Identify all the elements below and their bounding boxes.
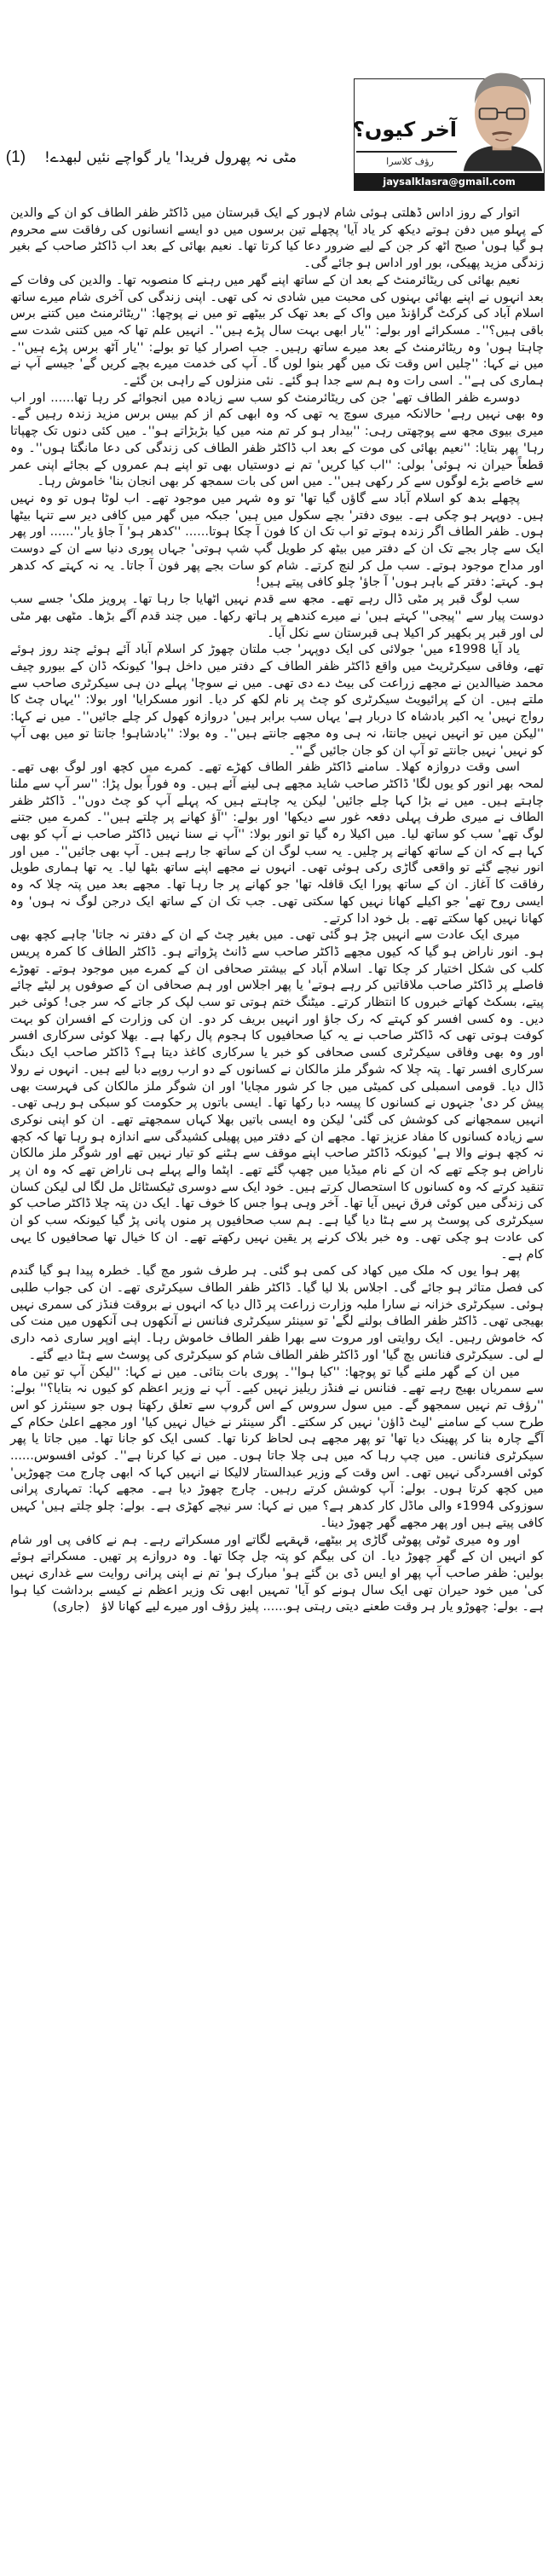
paragraph: نعیم بھائی کی ریٹائرمنٹ کے بعد ان کے ساتھ اپنے گھر میں رہنے کا منصوبہ تھا۔ والدین کی وفات کے بعد انہوں نے اپنے بھائی بہنوں کی محبت میں شادی نہ کی تھی۔ اپنی زندگی کی آخری شام میرے ساتھ اسلام آباد کی کرکٹ گراؤنڈ میں واک کے بعد تھک کر بیٹھے تو میں نے پوچھا: ''ریٹائرمنٹ میں کتنے برس باقی ہیں؟''۔ مسکرائے اور بولے: ''یار ابھی بہت سال پڑے ہیں''۔ انہیں علم تھا کہ میں کتنی شدت سے چاہتا ہوں' وہ ریٹائرمنٹ کے بعد میرے ساتھ رہیں۔ جب اصرار کیا تو بولے: ''یار آٹھ برس پڑے ہیں''۔ میں نے کہا: ''چلیں اس وقت تک میں گھر بنوا لوں گا۔ آپ کی خدمت میرے بچے کریں گے' جیسے آپ نے ہماری کی ہے''۔ اسی رات وہ ہم سے جدا ہو گئے۔ نئی منزلوں کے راہی بن گئے۔ xyxy=(10,272,544,389)
column-logo: آخر کیوں؟ xyxy=(352,118,457,142)
column-title xyxy=(5,143,297,172)
paragraph: پھر ہوا یوں کہ ملک میں کھاد کی کمی ہو گئی۔ ہر طرف شور مچ گیا۔ خطرہ پیدا ہو گیا گندم کی فصل متاثر ہو جائے گی۔ اجلاس بلا لیا گیا۔ ڈاکٹر ظفر الطاف سیکرٹری تھے۔ ان کی جواب طلبی ہوئی۔ سیکرٹری خزانہ نے سارا ملبہ وزارت زراعت پر ڈال دیا کہ انہوں نے بروقت فنڈز کی سمری نہیں بھیجی تھی۔ ڈاکٹر ظفر الطاف بولنے لگے' تو سینئر سیکرٹری فنانس نے آنکھوں ہی آنکھوں میں منت کی کہ خاموش رہیں۔ ایک روایتی اور مروت سے بھرا ظفر الطاف خاموش رہا۔ اپنے اوپر ساری ذمہ داری لے لی۔ سیکرٹری فنانس بچ گیا' اور ڈاکٹر ظفر الطاف شام کو سیکرٹری کی پوسٹ سے ہٹا دیے گئے۔ xyxy=(10,1263,544,1362)
column-title-text: مٹی نہ پھرول فریدا' یار گواچے نئیں لبھدے! xyxy=(44,149,297,166)
paragraph: پچھلے بدھ کو اسلام آباد سے گاؤں گیا تھا' تو وہ شہر میں موجود تھے۔ اب لوٹا ہوں تو وہ نہیں ہیں۔ دوپہر ہو چکی ہے۔ بیوی دفتر' بچے سکول میں ہیں' جبکہ میں گھر میں کافی دیر سے تنہا بیٹھا ہوں۔ ظفر الطاف اگر زندہ ہوتے تو اب تک ان کا فون آ چکا ہوتا...... ''کدھر ہو' آ جاؤ یار''...... اور پھر ایک سے چار بجے تک ان کے دفتر میں بیٹھ کر طویل گپ شپ ہوتی' جہاں پوری دنیا سے ان کے دوست اور مداح موجود ہوتے۔ سب مل کر لنچ کرتے۔ شام کو سات بجے پھر فون آ جاتا۔ یہ نہ کہتے کہ کدھر ہو۔ کہتے: دفتر کے باہر ہوں' آ جاؤ' چلو کافی پیتے ہیں! xyxy=(10,490,544,590)
author-name: رؤف کلاسرا xyxy=(386,156,434,167)
logo-divider xyxy=(356,151,457,153)
continued-label: (جاری) xyxy=(52,1599,90,1614)
paragraph-text: اور وہ میری ٹوٹی پھوٹی گاڑی پر بیٹھے، قہقہے لگاتے اور مسکراتے رہے۔ ہم نے کافی پی اور شام کو انہیں ان کے گھر چھوڑ دیا۔ ان کی بیگم کو پتہ چل چکا تھا۔ وہ دروازے پر تھیں۔ مسکراتے ہوئے بولیں: ظفر صاحب آپ پھر او ایس ڈی بن گئے ہو' مبارک ہو' تم نے اپنی پرانی روایت سے غداری نہیں کی' میں خود حیران تھی ایک سال ہونے کو آیا' تمہیں ابھی تک وزیر اعظم نے کیسے برداشت کیا ہوا ہے۔ بولے: چھوڑو یار ہر وقت طعنے دیتی رہتی ہو...... پلیز رؤف اور میرے لیے کھانا لاؤ xyxy=(10,1532,544,1614)
paragraph: اسی وقت دروازہ کھلا۔ سامنے ڈاکٹر ظفر الطاف کھڑے تھے۔ کمرے میں کچھ اور لوگ بھی تھے۔ لمحہ بھر انور کو یوں لگا' ڈاکٹر صاحب شاید مجھے ہی لینے آئے ہیں۔ وہ فوراً بول پڑا: ''سر آپ سے ملنا چاہتے ہیں۔ میں نے بڑا کہا چلے جائیں' لیکن یہ چاہتے ہیں کہ پہلے آپ کو چٹ دوں''۔ ڈاکٹر ظفر الطاف نے میری طرف پہلی دفعہ غور سے دیکھا' اور بولے: ''آؤ کھانے پر چلتے ہیں''۔ کمرے میں جتنے لوگ تھے' سب کو ساتھ لیا۔ میں اکیلا رہ گیا تو انور بولا: ''آپ نے سنا نہیں ڈاکٹر صاحب نے آپ کو بھی کہا ہے کہ ان کے ساتھ کھانے پر چلیں۔ یہ سب لوگ ان کے ساتھ جا رہے ہیں۔ آپ بھی جائیں''۔ میں اور انور نیچے گئے تو واقعی گاڑی رکی ہوئی تھی۔ انہوں نے مجھے اپنے ساتھ بٹھا لیا۔ یہ تھا ہماری طویل رفاقت کا آغاز۔ ان کے ساتھ پورا ایک قافلہ تھا' جو کھانے پر جا رہا تھا۔ مجھے بعد میں پتہ چلا کہ وہ ایسی روح تھے' جو اکیلے کھانا نہیں کھا سکتی تھی۔ جب تک ان کے ساتھ ایک درجن لوگ نہ ہوں' وہ کھانا نہیں کھا سکتے تھے۔ بل خود ادا کرتے۔ xyxy=(10,760,544,926)
author-portrait-icon xyxy=(460,67,544,172)
paragraph: میری ایک عادت سے انہیں چڑ ہو گئی تھی۔ میں بغیر چٹ کے ان کے دفتر نہ جاتا' چاہے کچھ بھی ہو۔ انور ناراض ہو گیا کہ کیوں مجھے ڈاکٹر صاحب سے ڈانٹ پڑواتے ہو۔ ڈاکٹر الطاف کا کمرہ پریس کلب کی شکل اختیار کر چکا تھا۔ اسلام آباد کے بیشتر صحافی ان کے کمرے میں موجود ہوتے۔ تھوڑے فاصلے پر ڈاکٹر صاحب ملاقاتیں کر رہے ہوتے' یا پھر اجلاس اور ہم صحافی ان کے صوفوں پر لیٹے چائے پیتے، بسکٹ کھاتے خبروں کا انتظار کرتے۔ میٹنگ ختم ہوتی تو سب لپک کر جاتے کہ سر جی! کوئی خبر دیں۔ وہ کسی افسر کو کہتے کہ رک جاؤ اور انہیں بریف کر دو۔ ان کی وزارت کے افسران کو بہت کوفت ہوتی تھی کہ ڈاکٹر صاحب نے یہ کیا صحافیوں کا ہجوم پال رکھا ہے۔ بھلا کوئی سرکاری افسر اور وہ بھی وفاقی سیکرٹری کسی صحافی کو خبر یا سرکاری کاغذ دیتا ہے؟ ڈاکٹر صاحب ایک دبنگ سرکاری افسر تھا۔ پتہ چلا کہ شوگر ملز مالکان نے کسانوں کے دو ارب روپے دبا لیے ہیں۔ انہوں نے رولا ڈال دیا۔ قومی اسمبلی کی کمیٹی میں جا کر شور مچایا' اور ان شوگر ملز مالکان کی فہرست بھی پیش کر دی' جنہوں نے کسانوں کا پیسہ دبا رکھا تھا۔ ایسی باتوں پر حکومت کو سبکی ہو رہی تھی۔ انہیں سمجھانے کی کوشش کی گئی' لیکن وہ ایسی باتیں بھلا کہاں سمجھتے تھے۔ ان کو اپنی نوکری سے زیادہ کسانوں کا مفاد عزیز تھا۔ مجھے ان کے دفتر میں پھیلی کشیدگی سے اندازہ ہو رہا تھا کہ کچھ نہ کچھ ہونے والا ہے' کیونکہ ڈاکٹر صاحب اپنے موقف سے ہٹنے کو تیار نہیں تھے اور شوگر ملز مالکان ناراض ہو چکے تھے کہ ان کے نام میڈیا میں چھپ گئے تھے۔ اپٹما والے پہلے ہی ناراض تھے کہ وہ ان پر تنقید کرتے کہ وہ کسانوں کا استحصال کرتے ہیں۔ خود ایک سے دوسری ٹیکسٹائل مل لگا لی لیکن کسان کی زندگی میں کوئی فرق نہیں آیا تھا۔ آخر وہی ہوا جس کا خوف تھا۔ ایک دن پتہ چلا ڈاکٹر صاحب کو سیکرٹری کی پوسٹ پر سے ہٹا دیا گیا ہے۔ ہم سب صحافیوں پر منوں پانی پڑ گیا کیونکہ سب کو ان کی عادت ہو چکی تھی۔ وہ خبر بلاک کرنے پر یقین نہیں رکھتے تھے۔ ان کا خیال تھا صحافیوں کا یہی کام ہے۔ xyxy=(10,927,544,1262)
paragraph: یاد آیا 1998ء میں' جولائی کی ایک دوپہر' جب ملتان چھوڑ کر اسلام آباد آئے ہوئے چند روز ہوئے تھے، وفاقی سیکرٹریٹ میں واقع ڈاکٹر ظفر الطاف کے دفتر میں داخل ہوا' کیونکہ ڈان کے بیورو چیف محمد ضیاالدین نے مجھے زراعت کی بیٹ دے دی تھی۔ میں نے سوچا' پہلے دن ہی سیکرٹری صاحب سے ملتے ہیں۔ ان کے پرائیویٹ سیکرٹری کو چٹ پر نام لکھ کر دیا۔ انور مسکرایا' اور بولا: ''یہاں چٹ کا رواج نہیں' یہ اکبر بادشاہ کا دربار ہے' یہاں سب برابر ہیں' دروازہ کھول کر چلے جائیں''۔ میں نے کہا: ''لیکن میں تو انہیں نہیں جانتا، نہ ہی وہ مجھے جانتے ہیں''۔ وہ بولا: ''بادشاہو! جانتا تو میں بھی آپ کو نہیں' نہیں جانتے تو آپ ان کو جان جائیں گے''۔ xyxy=(10,642,544,758)
column-part-number: (1) xyxy=(5,148,26,166)
paragraph: اتوار کے روز اداس ڈھلتی ہوئی شام لاہور کے ایک قبرستان میں ڈاکٹر ظفر الطاف کو ان کے والدین کے پہلو میں دفن ہوتے دیکھ کر یاد آیا' پچھلے تین برسوں میں دو ایسے انسانوں کی رفاقت سے محروم ہو گیا ہوں' صبح اٹھ کر جن کے لیے ضرور دعا کیا کرتا تھا۔ نعیم بھائی کے بعد اب ڈاکٹر صاحب کے بغیر زندگی مزید پھیکی، بور اور اداس ہو جائے گی۔ xyxy=(10,205,544,271)
column-header xyxy=(0,0,554,205)
byline-box xyxy=(354,78,545,191)
paragraph: میں ان کے گھر ملنے گیا تو پوچھا: ''کیا ہوا''۔ پوری بات بتائی۔ میں نے کہا: ''لیکن آپ تو تین ماہ سے سمریاں بھیج رہے تھے۔ فنانس نے فنڈز ریلیز نہیں کیے۔ آپ نے وزیر اعظم کو کیوں نہ بتایا؟'' بولے: ''رؤف تم نہیں سمجھو گے۔ میں سول سروس کے اس گروپ سے تعلق رکھتا ہوں جو سینئرز کو اس طرح سب کے سامنے 'لیٹ ڈاؤن' نہیں کر سکتے۔ اگر سینئر نے خیال نہیں کیا' اور مجھے اعلیٰ حکام کے آگے چارہ بنا کر پھینک دیا تھا' تو پھر مجھے ہی لحاظ کرنا تھا۔ کسی ایک کو جانا تھا۔ میں جاتا یا پھر سیکرٹری فنانس۔ میں چپ رہا کہ میں ہی چلا جاتا ہوں۔ میں نے کیا کرنا ہے''۔ کوئی افسوس...... کوئی افسردگی نہیں تھی۔ اس وقت کے وزیر عبدالستار لالیکا نے انہیں کہا کہ ابھی چارج مت چھوڑیں' میں کچھ کرتا ہوں۔ بولے: آپ کوشش کرتے رہیں۔ چارج چھوڑ دیا ہے۔ مجھے کہا: تمہاری پرانی سوزوکی 1994ء والی ماڈل کار کدھر ہے؟ میں نے کہا: سر نیچے کھڑی ہے۔ بولے: چلو چلتے ہیں' کہیں کافی پیتے ہیں اور پھر مجھے گھر چھوڑ دینا۔ xyxy=(10,1364,544,1530)
author-email: jaysalklasra@gmail.com xyxy=(355,173,544,190)
last-paragraph xyxy=(10,1532,544,1616)
article-body xyxy=(10,205,544,1615)
paragraph: دوسرے ظفر الطاف تھے' جن کی ریٹائرمنٹ کو سب سے زیادہ میں انجوائے کر رہا تھا...... اور اب وہ بھی نہیں رہے' حالانکہ میری سوچ یہ تھی کہ وہ ابھی کم از کم بیس برس مزید زندہ رہیں گے۔ میری بیوی مجھ سے پوچھتی رہی: ''بیدار ہو کر تم منہ میں کیا بڑبڑاتے ہو''۔ میں کئی دنوں تک چھپاتا رہا' پھر بتایا: ''نعیم بھائی کی موت کے بعد اب ڈاکٹر ظفر الطاف کی زندگی کی دعا مانگتا ہوں''۔ وہ قطعاً حیران نہ ہوئی' بولی: ''اب کیا کریں' تم نے دوستیاں بھی تو اپنے ہم عمروں کے بجائے اپنی عمر سے خاصے بڑے لوگوں سے کر رکھی ہیں''۔ میں اس کی بات سمجھ کر بھی انجان بنا' خاموش رہا۔ xyxy=(10,390,544,489)
paragraph: سب لوگ قبر پر مٹی ڈال رہے تھے۔ مجھ سے قدم نہیں اٹھایا جا رہا تھا۔ پرویز ملک' جسے سب دوست پیار سے ''پیجی'' کہتے ہیں' نے میرے کندھے پر ہاتھ رکھا۔ میں چند قدم آگے بڑھا۔ مٹھی بھر مٹی لی اور قبر پر بکھیر کر اکیلا ہی قبرستان سے نکل آیا۔ xyxy=(10,592,544,640)
